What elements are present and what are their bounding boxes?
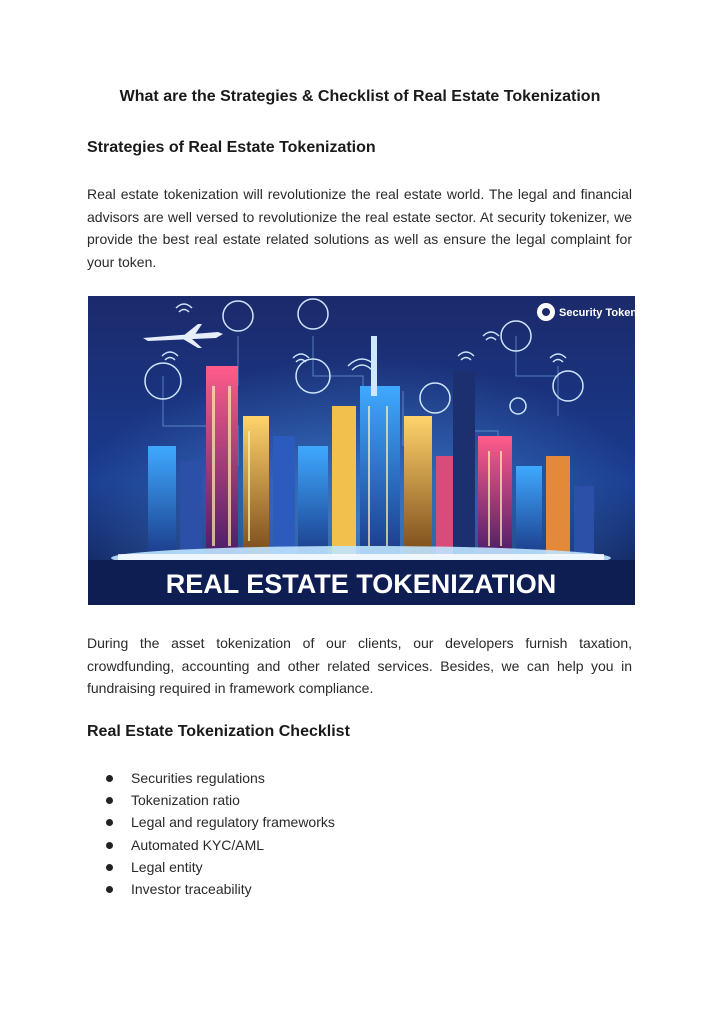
- hero-image: [88, 296, 656, 605]
- list-item: Securities regulations: [104, 767, 335, 789]
- bullet-icon: [106, 775, 113, 782]
- banner-text: REAL ESTATE TOKENIZATION: [165, 569, 557, 599]
- services-paragraph: During the asset tokenization of our clients, our developers furnish taxation, crowdfunding, accounting and other related services. Besides, we can help you in fundraising required in framework compliance.: [87, 635, 632, 696]
- list-item: Investor traceability: [104, 878, 335, 900]
- list-item: Legal entity: [104, 856, 335, 878]
- list-item: Tokenization ratio: [104, 789, 335, 811]
- checklist: [104, 767, 335, 900]
- strategies-paragraph: Real estate tokenization will revolutionize the real estate world. The legal and financial advisors are well versed to revolutionize the real estate sector. At security tokenizer, we provide the best real estate related solutions as well as ensure the legal complaint for your token.: [87, 186, 632, 270]
- section-heading-checklist: Real Estate Tokenization Checklist: [87, 723, 350, 740]
- bullet-icon: [106, 797, 113, 804]
- list-item: Automated KYC/AML: [104, 834, 335, 856]
- page-title: What are the Strategies & Checklist of Real Estate Tokenization: [119, 88, 601, 105]
- bullet-icon: [106, 864, 113, 871]
- list-item: Legal and regulatory frameworks: [104, 811, 335, 833]
- section-heading-strategies: Strategies of Real Estate Tokenization: [87, 139, 376, 156]
- city-illustration: [88, 296, 656, 605]
- bullet-icon: [106, 886, 113, 893]
- logo-icon: [537, 303, 555, 321]
- bullet-icon: [106, 819, 113, 826]
- brand-name: Security Tokenizer: [559, 307, 656, 319]
- bullet-icon: [106, 842, 113, 849]
